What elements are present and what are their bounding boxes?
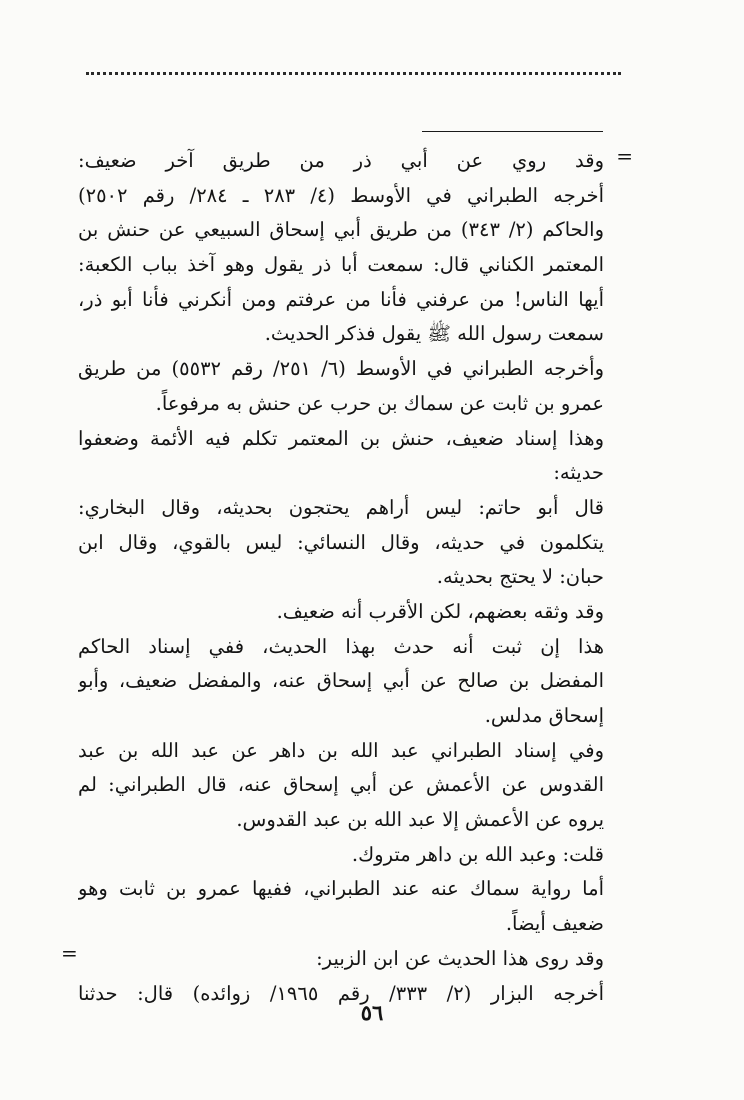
text-line: عمرو بن ثابت عن سماك بن حرب عن حنش به مرفوعاً. xyxy=(155,391,604,415)
text-line: سمعت رسول الله ﷺ يقول فذكر الحديث. xyxy=(264,322,604,346)
text-line: يروه عن الأعمش إلا عبد الله بن عبد القدوس. xyxy=(236,808,604,832)
text-line: القدوس عن الأعمش عن أبي إسحاق عنه، قال الطبراني: لم xyxy=(78,773,604,797)
text-line: والحاكم (٢/ ٣٤٣) من طريق أبي إسحاق السبيعي عن حنش بن xyxy=(78,218,604,242)
footnote-text xyxy=(78,144,604,1011)
text-line: حبان: لا يحتج بحديثه. xyxy=(436,565,604,589)
dotted-separator xyxy=(86,72,621,75)
text-line: أما رواية سماك عنه عند الطبراني، ففيها عمرو بن ثابت وهو xyxy=(78,877,604,901)
text-line: أخرجه الطبراني في الأوسط (٤/ ٢٨٣ ـ ٢٨٤/ رقم ٢٥٠٢) xyxy=(78,183,604,207)
text-line: وهذا إسناد ضعيف، حنش بن المعتمر تكلم فيه الأئمة وضعفوا xyxy=(78,426,604,450)
text-line: هذا إن ثبت أنه حدث بهذا الحديث، ففي إسناد الحاكم xyxy=(78,634,604,658)
text-line: قال أبو حاتم: ليس أراهم يحتجون بحديثه، وقال البخاري: xyxy=(78,495,604,519)
text-line: وفي إسناد الطبراني عبد الله بن داهر عن عبد الله بن عبد xyxy=(78,738,604,762)
text-line: وأخرجه الطبراني في الأوسط (٦/ ٢٥١/ رقم ٥٥٣٢) من طريق xyxy=(78,357,604,381)
continuation-mark-top: = xyxy=(616,144,633,168)
continuation-mark-bottom: = xyxy=(61,941,78,965)
text-line: المفضل بن صالح عن أبي إسحاق عنه، والمفضل ضعيف، وأبو xyxy=(78,669,604,693)
text-line: ضعيف أيضاً. xyxy=(505,912,604,936)
text-line: المعتمر الكناني قال: سمعت أبا ذر يقول وهو آخذ بباب الكعبة: xyxy=(78,253,604,277)
page-number: ٥٦ xyxy=(360,1000,384,1025)
text-line: قلت: وعبد الله بن داهر متروك. xyxy=(351,842,604,866)
text-line: حديثه: xyxy=(553,461,604,485)
text-line: أخرجه البزار (٢/ ٣٣٣/ رقم ١٩٦٥/ زوائده) قال: حدثنا xyxy=(78,981,604,1005)
text-line: وقد وثقه بعضهم، لكن الأقرب أنه ضعيف. xyxy=(276,599,604,623)
text-line: وقد روى هذا الحديث عن ابن الزبير: xyxy=(316,946,604,970)
footnote-rule xyxy=(422,131,603,132)
text-line: أيها الناس! من عرفني فأنا من عرفتم ومن أنكرني فأنا أبو ذر، xyxy=(78,287,604,311)
text-line: يتكلمون في حديثه، وقال النسائي: ليس بالقوي، وقال ابن xyxy=(78,530,604,554)
text-line: وقد روي عن أبي ذر من طريق آخر ضعيف: xyxy=(78,149,604,172)
text-line: إسحاق مدلس. xyxy=(484,704,604,727)
